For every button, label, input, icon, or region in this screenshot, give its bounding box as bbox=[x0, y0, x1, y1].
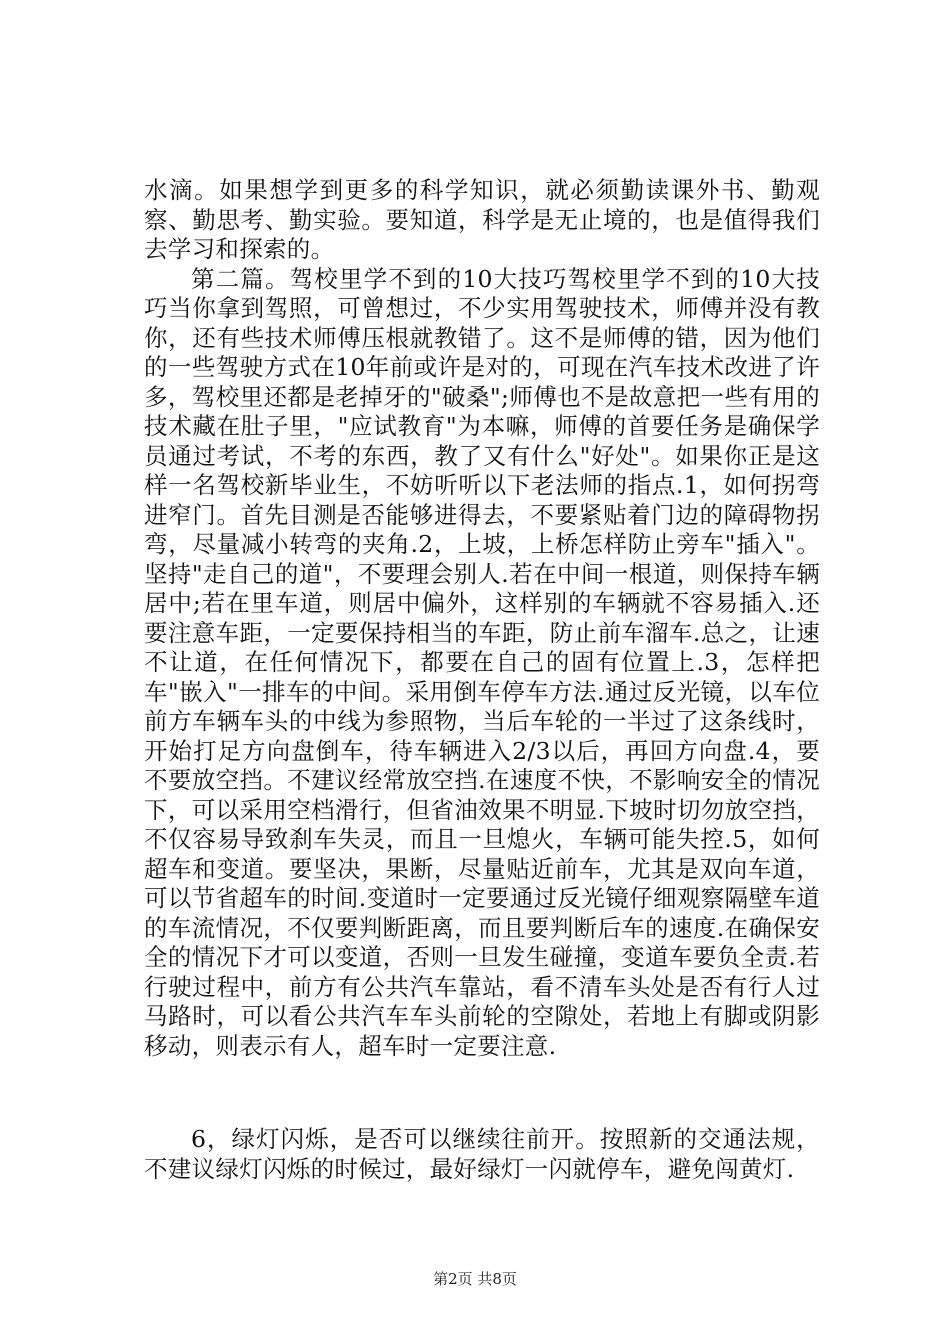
paragraph-driving-tips: 第二篇。驾校里学不到的10大技巧驾校里学不到的10大技巧当你拿到驾照，可曾想过，不少实用驾驶技术，师傅并没有教你，还有些技术师傅压根就教错了。这不是师傅的错，因为他们的一些驾驶方式在10年前或许是对的，可现在汽车技术改进了许多，驾校里还都是老掉牙的"破桑";师傅也不是故意把一些有用的技术藏在肚子里，"应试教育"为本嘛，师傅的首要任务是确保学员通过考试，不考的东西，教了又有什么"好处"。如果你正是这样一名驾校新毕业生，不妨听听以下老法师的指点.1，如何拐弯进窄门。首先目测是否能够进得去，不要紧贴着门边的障碍物拐弯，尽量减小转弯的夹角.2，上坡，上桥怎样防止旁车"插入"。坚持"走自己的道"，不要理会别人.若在中间一根道，则保持车辆居中;若在里车道，则居中偏外，这样别的车辆就不容易插入.还要注意车距，一定要保持相当的车距，防止前车溜车.总之，让速不让道，在任何情况下，都要在自己的固有位置上.3，怎样把车"嵌入"一排车的中间。采用倒车停车方法.通过反光镜，以车位前方车辆车头的中线为参照物，当后车轮的一半过了这条线时，开始打足方向盘倒车，待车辆进入2/3以后，再回方向盘.4，要不要放空挡。不建议经常放空挡.在速度不快，不影响安全的情况下，可以采用空档滑行，但省油效果不明显.下坡时切勿放空挡，不仅容易导致刹车失灵，而且一旦熄火，车辆可能失控.5，如何超车和变道。要坚决，果断，尽量贴近前车，尤其是双向车道，可以节省超车的时间.变道时一定要通过反光镜仔细观察隔壁车道的车流情况，不仅要判断距离，而且要判断后车的速度.在确保安全的情况下才可以变道，否则一旦发生碰撞，变道车要负全责.若行驶过程中，前方有公共汽车靠站，看不清车头处是否有行人过马路时，可以看公共汽车车头前轮的空隙处，若地上有脚或阴影移动，则表示有人，超车时一定要注意. bbox=[144, 264, 820, 1060]
body-text-upper bbox=[144, 176, 820, 1061]
paragraph-science-ending: 水滴。如果想学到更多的科学知识，就必须勤读课外书、勤观察、勤思考、勤实验。要知道，科学是无止境的，也是值得我们去学习和探索的。 bbox=[144, 176, 820, 263]
page-footer: 第2页 共8页 bbox=[433, 1270, 517, 1288]
paragraph-green-light: 6，绿灯闪烁，是否可以继续往前开。按照新的交通法规，不建议绿灯闪烁的时候过，最好绿灯一闪就停车，避免闯黄灯. bbox=[144, 1125, 820, 1183]
